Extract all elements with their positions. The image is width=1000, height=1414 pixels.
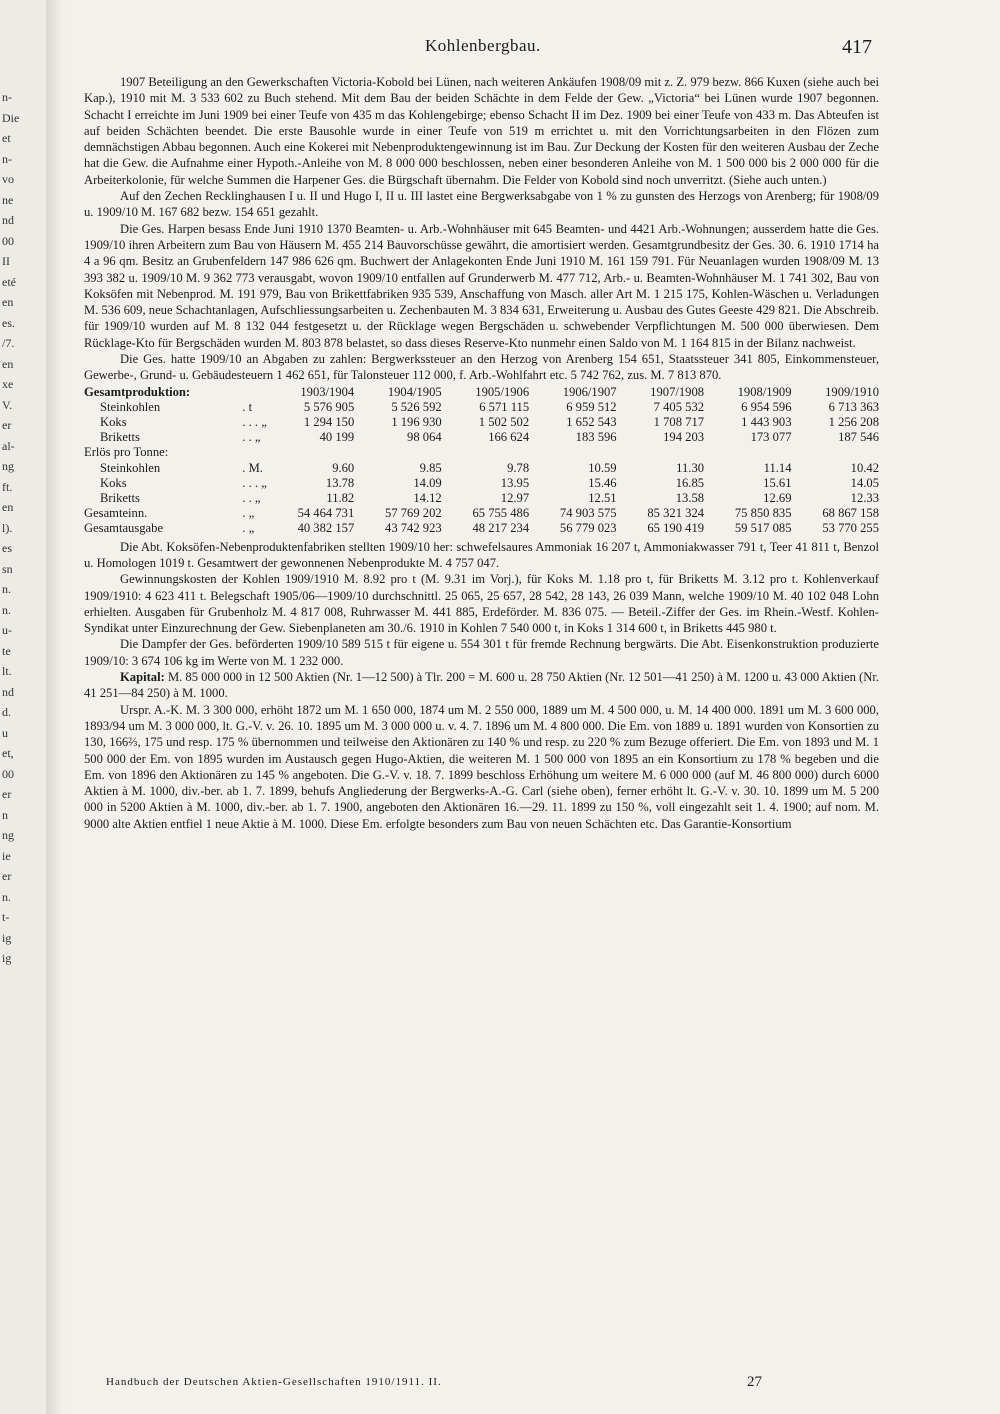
table-cell: 12.51 — [588, 491, 617, 506]
row-unit: . „ — [242, 521, 255, 536]
margin-fragment: es. — [2, 315, 15, 330]
margin-fragment: ne — [2, 192, 14, 207]
running-head: Kohlenbergbau. — [425, 36, 541, 55]
row-unit: . . „ — [242, 430, 261, 445]
paragraph-victoria-kobold: 1907 Beteiligung an den Gewerkschaften Victoria-Kobold bei Lünen, nach weiteren Ankäufen 1908/09 mit z. Z. 979 bezw. 866 Kuxen (siehe auch bei Kap.), 1910 mit M. 3 533 602 zu Buch stehend. Mit dem Bau der beiden Schächte in dem Felde der Gew. „Victoria“ bei Lünen wurde 1907 begonnen. Schacht I erreichte im Juni 1909 bei einer Teufe von 435 m das Kohlengebirge; ebenso Schacht II im Dez. 1909 bei einer Teufe von 433 m. Das Abteufen ist auf beiden Schächten beendet. Die erste Bausohle wurde in einer Teufe von 519 m errichtet u. mit den Vorrichtungsarbeiten in den Flözen zum demnächstigen Abbau begonnen. Auch eine Kokerei mit Nebenproduktengewinnung ist im Bau. Zur Deckung der Kosten für den weiteren Ausbau der Zeche hat die Gew. die Aufnahme einer Hypoth.-Anleihe von M. 8 000 000 beschlossen, neben einer besonderen Anleihe von M. 1 500 000 bis 2 000 000 für die Arbeiterkolonie, für welche Summen die Harpener Ges. die Bürgschaft übernahm. Die Felder von Kobold sind noch unverritzt. (Siehe auch unten.) — [84, 75, 879, 187]
table-cell: 10.42 — [850, 460, 879, 475]
table-cell: 54 464 731 — [297, 506, 355, 521]
table-cell: 14.05 — [850, 475, 879, 490]
margin-fragment: t- — [2, 910, 10, 924]
margin-fragment: n. — [2, 582, 11, 596]
paragraph-kapital-history: Urspr. A.-K. M. 3 300 000, erhöht 1872 um M. 1 650 000, 1874 um M. 2 550 000, 1889 um M. 4 500 000, u. M. 14 400 000. 1891 um M. 3 600 000, 1893/94 um M. 3 000 000, lt. G.-V. v. 26. 10. 1895 um M. 3 000 000 u. v. 4. 7. 1896 um M. 4 800 000. Die Em. von 1889 u. 1891 wurden von Konsortien zu 130, 166⅔, 175 und resp. 175 % übernommen und teilweise den Aktionären zu 140 % und resp. zu 220 % zum Bezuge offeriert. Die Em. von 1893 und M. 1 500 000 der Em. von 1895 wurden im Austausch gegen Hugo-Aktien, die weiteren M. 1 500 000 von 1895 an ein Konsortium zu 178 % begeben und die Em. von 1896 den Aktionären zu 145 % angeboten. Die G.-V. v. 18. 7. 1899 beschloss Erhöhung um weitere M. 6 000 000 (auf M. 46 800 000) durch 6000 Aktien à M. 1000, div.-ber. ab 1. 7. 1899, behufs Angliederung der Bergwerks-A.-G. Carl (siehe oben), ferner erhöht lt. G.-V. v. 30. 10. 1899 um M. 5 200 000 in 5200 Aktien à M. 1000, div.-ber. ab 1. 7. 1900, angeboten den Aktionären 16.—29. 11. 1899 zu 150 %, voll eingezahlt seit 1. 4. 1900; auf nom. M. 9000 alte Aktien entfiel 1 neue Aktie à M. 1000. Diese Em. erfolgte besonders zum Bau von neuen Schächten etc. Das Garantie-Konsortium — [84, 702, 879, 831]
page-number: 417 — [842, 36, 872, 58]
book-binding — [46, 0, 68, 1414]
row-label: Gesamtausgabe — [84, 521, 164, 536]
table-cell: 183 596 — [575, 430, 617, 445]
margin-fragment: xe — [2, 377, 14, 391]
paragraph-wohnhaeuser-anlagen: Die Ges. Harpen besass Ende Juni 1910 1370 Beamten- u. Arb.-Wohnhäuser mit 645 Beamten- und 4421 Arb.-Wohnungen; ausserdem hatte die Ges. 1909/10 ihren Arbeitern zum Bau von Häusern M. 455 214 Bauvorschüsse gewährt, die amortisiert werden. Gesamtgrundbesitz der Ges. 30. 6. 1910 1714 ha 4 a 96 qm. Besitz an Grubenfeldern 147 986 626 qm. Buchwert der Anlagekonten Ende Juni 1910 M. 161 159 791. Für Neuanlagen wurden 1908/09 M. 13 393 382 u. 1909/10 M. 9 362 773 verausgabt, wovon 1909/10 entfallen auf Grunderwerb M. 477 712, Arb.- u. Beamten-Wohnhäuser M. 1 741 302, Bau von Koksöfen mit Nebenprod. M. 191 979, Bau von Brikettfabriken 935 539, Anschaffung von Masch. aller Art M. 1 215 175, Kohlen-Wäschen u. Verladungen M. 536 609, neue Schachtanlagen, Aufschliessungsarbeiten u. Zechenbauten M. 3 834 631, Erweiterung u. Ausbau des Gutes Geeste 429 821. Die Abschreib. für 1909/10 wurden auf M. 8 132 044 festgesetzt u. der Rücklage wegen Bergschäden u. schwebender Verpflichtungen M. 500 000 überwiesen. Dem Rücklage-Kto für Bergschäden wurden M. 803 878 belastet, so dass dieses Reserve-Kto nunmehr einen Saldo von M. 1 164 815 in der Bilanz nachweist. — [84, 221, 879, 350]
table-cell: 9.60 — [332, 460, 355, 475]
table-cell: 56 779 023 — [559, 521, 617, 536]
table-cell: 11.14 — [763, 460, 792, 475]
table-cell: 53 770 255 — [822, 521, 879, 536]
margin-fragment: ig — [2, 930, 12, 945]
row-unit: . . „ — [242, 491, 261, 506]
margin-fragment: ng — [2, 828, 14, 842]
margin-fragment: 00 — [2, 233, 14, 248]
row-label: Steinkohlen — [100, 399, 161, 414]
year-header: 1903/1904 — [300, 384, 355, 399]
margin-fragment: et — [2, 131, 11, 145]
table-cell: 173 077 — [750, 430, 792, 445]
row-label: Steinkohlen — [100, 460, 161, 475]
table-row — [84, 521, 879, 536]
table-cell: 6 713 363 — [828, 399, 879, 414]
table-cell: 187 546 — [838, 430, 879, 445]
table-cell: 10.59 — [588, 460, 617, 475]
margin-fragment: V. — [2, 397, 13, 412]
table-cell: 5 526 592 — [391, 399, 442, 414]
margin-fragment: eté — [2, 274, 16, 289]
table-cell: 40 382 157 — [297, 521, 355, 536]
footer-source: Handbuch der Deutschen Aktien-Gesellschaften 1910/1911. II. — [106, 1376, 442, 1388]
table-cell: 85 321 324 — [647, 506, 705, 521]
table-row — [84, 415, 879, 430]
table-row — [84, 461, 879, 476]
margin-fragment: lt. — [2, 664, 12, 678]
table-cell: 68 867 158 — [822, 506, 879, 521]
paragraph-abgaben: Die Ges. hatte 1909/10 an Abgaben zu zahlen: Bergwerkssteuer an den Herzog von Arenberg 154 651, Staatssteuer 341 805, Einkommensteuer, Gewerbe-, Grund- u. Gebäudesteuern 1 462 651, für Talonsteuer 112 000, f. Arb.-Wohlfahrt etc. 5 742 762, zus. M. 7 813 870. — [84, 352, 879, 383]
margin-fragment: n — [2, 807, 8, 822]
table-cell: 65 755 486 — [472, 506, 530, 521]
year-header: 1907/1908 — [650, 384, 705, 399]
row-unit: . „ — [242, 506, 255, 521]
table-cell: 1 652 543 — [566, 415, 617, 430]
margin-fragment: /7. — [2, 336, 15, 350]
margin-fragment: et, — [2, 746, 14, 760]
table-cell: 1 502 502 — [478, 415, 530, 430]
table-cell: 7 405 532 — [653, 399, 705, 414]
table-cell: 74 903 575 — [559, 506, 617, 521]
paragraph-dampfer: Die Dampfer der Ges. beförderten 1909/10 589 515 t für eigene u. 554 301 t für fremde Rechnung bergwärts. Die Abt. Eisenkonstruktion produzierte 1909/10: 3 674 106 kg im Werte von M. 1 232 000. — [84, 637, 879, 668]
table-cell: 40 199 — [319, 430, 355, 445]
row-unit: . . . „ — [242, 415, 267, 430]
margin-fragment: er — [2, 418, 12, 432]
capital-text: M. 85 000 000 in 12 500 Aktien (Nr. 1—12 500) à Tlr. 200 = M. 600 u. 28 750 Aktien (Nr. 12 501—41 250) à M. 1200 u. 43 000 Aktien (Nr. 41 251—84 250) à M. 1000. — [84, 670, 879, 701]
table-row — [84, 476, 879, 491]
margin-fragment: ie — [2, 848, 11, 863]
table-cell: 14.09 — [413, 475, 442, 490]
year-header: 1908/1909 — [737, 384, 792, 399]
table-cell: 15.46 — [588, 475, 617, 490]
table-cell: 1 708 717 — [653, 415, 705, 430]
margin-fragment: en — [2, 295, 14, 309]
table-cell: 12.69 — [763, 491, 792, 506]
year-header: 1906/1907 — [562, 384, 617, 399]
capital-label: Kapital: — [120, 670, 165, 685]
paragraph-bergwerksabgabe: Auf den Zechen Recklinghausen I u. II und Hugo I, II u. III lastet eine Bergwerksabgabe von 1 % zu gunsten des Herzogs von Arenberg; für 1908/09 u. 1909/10 M. 167 682 bezw. 154 651 gezahlt. — [84, 189, 879, 220]
table-cell: 14.12 — [413, 491, 442, 506]
margin-fragment: n- — [2, 151, 12, 166]
year-header: 1904/1905 — [387, 384, 442, 399]
table-cell: 5 576 905 — [303, 399, 355, 414]
footer-signature: 27 — [747, 1374, 762, 1390]
table-cell: 1 294 150 — [303, 415, 355, 430]
margin-fragment: ft. — [2, 479, 13, 494]
margin-fragment: n. — [2, 602, 11, 617]
table-cell: 16.85 — [675, 475, 705, 490]
margin-fragment: 00 — [2, 766, 14, 781]
margin-fragment: u — [2, 725, 8, 740]
row-unit: . . . „ — [242, 475, 267, 490]
table-cell: 11.30 — [676, 460, 705, 475]
table-cell: 9.78 — [507, 460, 530, 475]
margin-fragment: n- — [2, 90, 12, 104]
row-label: Briketts — [100, 430, 140, 445]
row-label: Koks — [100, 415, 127, 430]
table-row — [84, 491, 879, 506]
table-cell: 48 217 234 — [472, 521, 530, 536]
row-label: Koks — [100, 475, 127, 490]
paragraph-kapital — [84, 669, 879, 702]
table-cell: 12.33 — [850, 491, 879, 506]
price-heading: Erlös pro Tonne: — [84, 445, 169, 460]
table-cell: 75 850 835 — [734, 506, 792, 521]
table-cell: 15.61 — [763, 475, 792, 490]
row-label: Gesamteinn. — [84, 506, 148, 521]
margin-fragment: te — [2, 643, 11, 658]
paragraph-gewinnungskosten: Gewinnungskosten der Kohlen 1909/1910 M. 8.92 pro t (M. 9.31 im Vorj.), für Koks M. 1.18 pro t, für Briketts M. 3.12 pro t. Kohlenverkauf 1909/1910: 4 623 411 t. Belegschaft 1905/06—1909/10 durchschnittl. 25 065, 25 657, 28 542, 28 143, 26 039 Mann, welche 1909/10 M. 40 102 048 Lohn erhielten. Ausgaben für Grubenholz M. 4 817 008, Ruhrwasser M. 441 885, Erdeförder. M. 836 075. — Beteil.-Ziffer der Ges. im Rhein.-Westf. Kohlen-Syndikat unter Einzurechnung der Gew. Siebenplaneten am 30./6. 1910 in Kohlen 7 540 000 t, in Koks 1 314 600 t, in Briketts 445 980 t. — [84, 572, 879, 636]
table-cell: 98 064 — [407, 430, 442, 445]
margin-fragment: n. — [2, 889, 11, 904]
margin-fragment: Die — [2, 110, 20, 125]
table-cell: 1 443 903 — [741, 415, 792, 430]
table-cell: 9.85 — [419, 460, 442, 475]
margin-fragment: II — [2, 254, 10, 268]
table-cell: 12.97 — [500, 491, 530, 506]
year-header: 1909/1910 — [825, 384, 879, 399]
body-text — [84, 74, 879, 832]
table-subheading-row — [84, 445, 879, 460]
table-cell: 166 624 — [488, 430, 530, 445]
margin-fragment: en — [2, 356, 14, 371]
margin-fragment: l). — [2, 520, 13, 535]
margin-fragment: en — [2, 500, 14, 514]
paragraph-nebenprodukte: Die Abt. Koksöfen-Nebenproduktenfabriken stellten 1909/10 her: schwefelsaures Ammoniak 16 207 t, Ammoniakwasser 791 t, Teer 41 811 t, Benzol u. Homologen 1019 t. Gesamtwert der gewonnenen Nebenprodukte M. 4 757 047. — [84, 539, 879, 570]
table-cell: 6 954 596 — [741, 399, 792, 414]
table-cell: 6 571 115 — [479, 399, 530, 414]
table-cell: 13.95 — [500, 475, 530, 490]
margin-fragment: er — [2, 869, 12, 883]
table-cell: 1 256 208 — [828, 415, 879, 430]
margin-fragment: er — [2, 787, 12, 801]
margin-fragment: vo — [2, 172, 14, 186]
table-cell: 11.82 — [326, 491, 355, 506]
table-row — [84, 400, 879, 415]
document-page — [80, 0, 980, 1414]
table-cell: 65 190 419 — [647, 521, 705, 536]
table-row — [84, 430, 879, 445]
table-cell: 13.78 — [325, 475, 355, 490]
margin-fragment: sn — [2, 561, 13, 576]
margin-fragment: es — [2, 541, 12, 555]
margin-fragment: d. — [2, 705, 11, 719]
production-table — [84, 385, 879, 537]
margin-fragment: nd — [2, 684, 14, 699]
row-label: Briketts — [100, 491, 140, 506]
table-cell: 43 742 923 — [385, 521, 442, 536]
year-header: 1905/1906 — [475, 384, 530, 399]
previous-page-margin — [0, 0, 47, 1414]
table-cell: 13.58 — [675, 491, 705, 506]
table-heading: Gesamtproduktion: — [84, 384, 191, 399]
table-cell: 194 203 — [663, 430, 705, 445]
table-cell: 1 196 930 — [391, 415, 442, 430]
row-unit: . M. — [242, 460, 263, 475]
table-cell: 6 959 512 — [566, 399, 617, 414]
table-header-row — [84, 385, 879, 400]
table-cell: 59 517 085 — [734, 521, 792, 536]
margin-fragment: nd — [2, 213, 14, 227]
table-row — [84, 506, 879, 521]
table-cell: 57 769 202 — [385, 506, 442, 521]
margin-fragment: al- — [2, 438, 15, 453]
row-unit: . t — [242, 399, 253, 414]
margin-fragment: u- — [2, 623, 12, 637]
margin-fragment: ng — [2, 459, 14, 473]
margin-fragment: ig — [2, 951, 12, 965]
